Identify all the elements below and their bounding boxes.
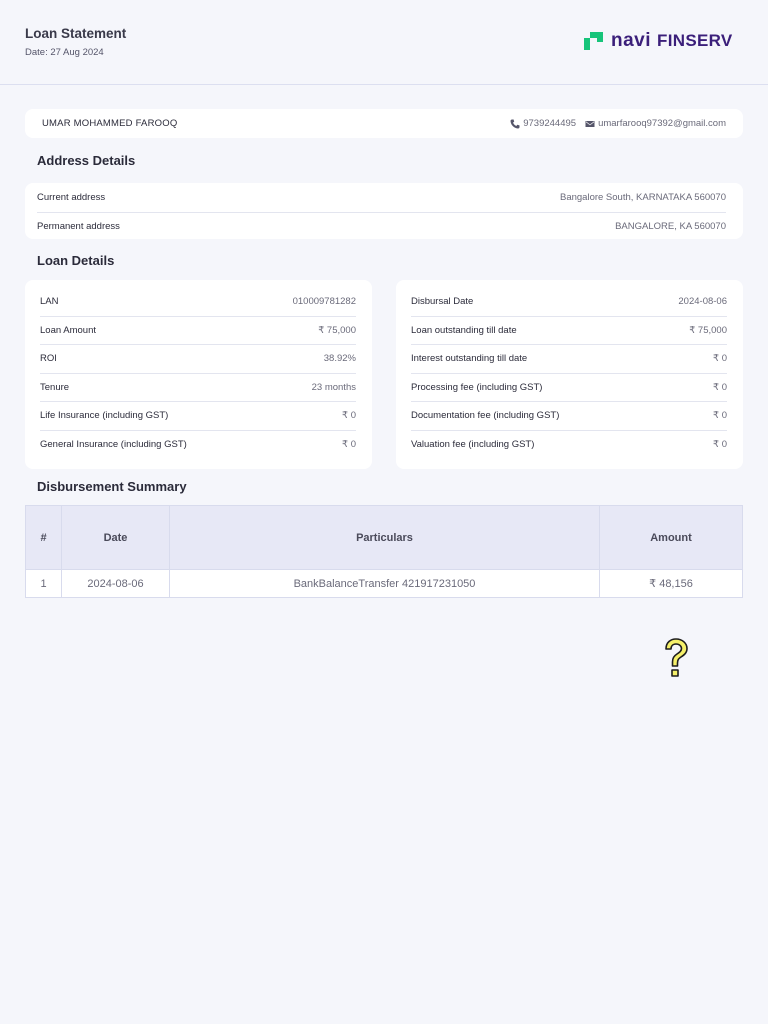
loan-row [40,344,356,373]
brand-navi-text: navi [611,30,652,51]
brand-finserv-text: FINSERV [657,31,733,50]
email-address: umarfarooq97392@gmail.com [598,118,726,129]
loan-label: Disbursal Date [411,295,474,307]
address-row-permanent [37,212,726,241]
loan-value: ₹ 75,000 [689,324,727,336]
column-header: # [26,506,62,570]
loan-label: Loan Amount [40,324,96,336]
table-cell: 1 [26,570,62,598]
page-title: Loan Statement [25,26,127,41]
loan-value: ₹ 0 [342,410,356,422]
loan-row [411,373,727,402]
disbursement-table [25,505,743,598]
table-cell: 2024-08-06 [62,570,170,598]
loan-label: Loan outstanding till date [411,324,517,336]
address-label: Permanent address [37,220,120,232]
loan-row [40,287,356,316]
table-cell: BankBalanceTransfer 421917231050 [170,570,600,598]
brand-logo [584,30,733,52]
table-header-row [26,506,743,570]
loan-value: ₹ 0 [713,410,727,422]
phone-item [510,118,576,129]
loan-label: Interest outstanding till date [411,353,528,365]
loan-value: ₹ 75,000 [318,324,356,336]
disbursement-section-title: Disbursement Summary [37,479,187,494]
loan-label: Tenure [40,381,70,393]
loan-details-left-card [25,280,372,469]
phone-number: 9739244495 [523,118,577,129]
loan-row [40,401,356,430]
loan-row [40,430,356,459]
loan-details-right-card [396,280,743,469]
address-value: Bangalore South, KARNATAKA 560070 [559,191,726,203]
address-label: Current address [37,191,106,203]
loan-label: General Insurance (including GST) [40,438,187,450]
statement-date: Date: 27 Aug 2024 [25,47,104,58]
loan-row [40,373,356,402]
loan-value: 010009781282 [292,295,356,307]
loan-label: Life Insurance (including GST) [40,410,169,422]
loan-value: ₹ 0 [713,438,727,450]
address-section-title: Address Details [37,153,136,168]
loan-label: Valuation fee (including GST) [411,438,535,450]
mail-icon [585,119,595,129]
loan-row [411,401,727,430]
navi-logo-icon [584,32,603,50]
loan-value: ₹ 0 [713,353,727,365]
loan-row [40,316,356,345]
table-row [26,570,743,598]
loan-label: ROI [40,353,57,365]
loan-value: ₹ 0 [713,381,727,393]
address-value: BANGALORE, KA 560070 [615,220,726,232]
loan-section-title: Loan Details [37,253,115,268]
loan-value: 38.92% [323,353,356,365]
statement-header [0,0,768,85]
customer-name: UMAR MOHAMMED FAROOQ [42,118,178,129]
column-header: Amount [600,506,743,570]
loan-row [411,287,727,316]
address-row-current [37,183,726,212]
email-item [585,118,726,129]
loan-value: 23 months [311,381,356,393]
loan-row [411,344,727,373]
loan-label: Processing fee (including GST) [411,381,543,393]
address-card [25,183,743,239]
loan-value: 2024-08-06 [678,295,727,307]
contact-info [510,118,726,129]
column-header: Particulars [170,506,600,570]
brand-name [611,30,733,52]
loan-value: ₹ 0 [342,438,356,450]
column-header: Date [62,506,170,570]
question-mark-icon [660,636,692,684]
phone-icon [510,119,520,129]
loan-label: LAN [40,295,59,307]
customer-info-bar [25,109,743,138]
loan-row [411,316,727,345]
loan-row [411,430,727,459]
loan-label: Documentation fee (including GST) [411,410,560,422]
table-cell: ₹ 48,156 [600,570,743,598]
